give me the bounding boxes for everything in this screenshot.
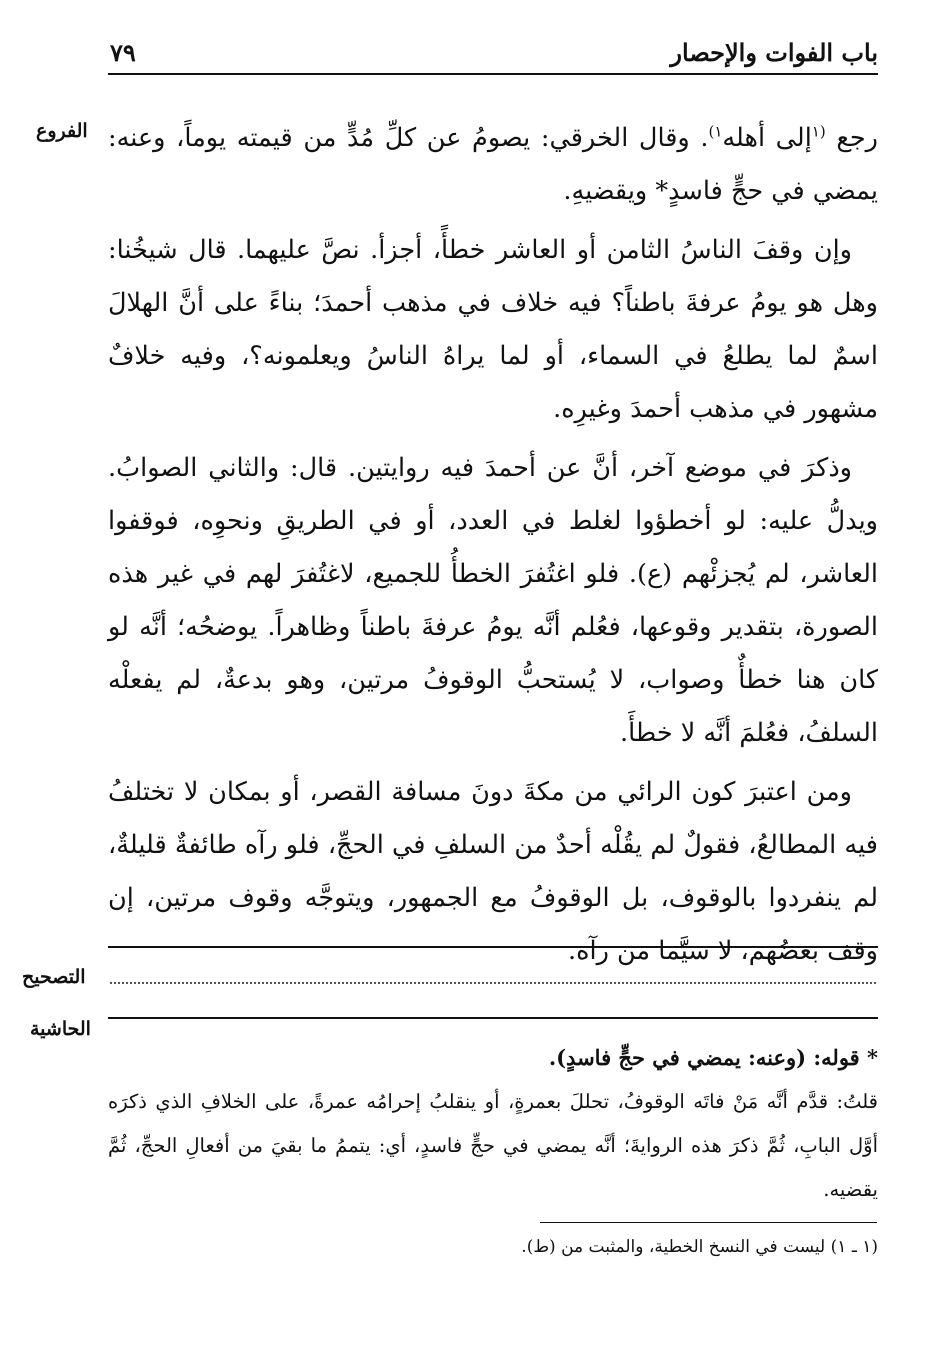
margin-label-furu: الفروع — [36, 120, 88, 142]
paragraph-4: ومن اعتبرَ كون الرائي من مكةَ دونَ مسافة القصر، أو بمكان لا تختلفُ فيه المطالعُ، فقولٌ لم يقُلْه أحدٌ من السلفِ في الحجِّ، فلو رآه طائفةٌ قليلةٌ، لم ينفردوا بالوقوف، بل الوقوفُ مع الجمهور، ويتوجَّه وقوف مرتين، إن وقف بعضُهم، لا سيَّما من رآه. — [108, 777, 878, 966]
paragraph-2: وإن وقفَ الناسُ الثامن أو العاشر خطأً، أجزأ. نصَّ عليهما. قال شيخُنا: وهل هو يومُ عرفةَ باطناً؟ فيه خلاف في مذهب أحمدَ؛ بناءً على أنَّ الهلالَ اسمٌ لما يطلعُ في السماء، أو لما يراهُ الناسُ ويعلمونه؟، وفيه خلافٌ مشهور في مذهب أحمدَ وغيرِه. — [108, 235, 878, 424]
paragraph-1-start: رجع — [825, 123, 878, 153]
inserted-phrase: إلى أهله — [722, 123, 812, 153]
main-text — [108, 112, 878, 984]
footnote-marker-close: ١) — [708, 122, 723, 141]
footnote-rule — [540, 1222, 877, 1223]
chapter-title: باب الفوات والإحصار — [670, 38, 878, 67]
paragraph-1-rest: . وقال الخرقي: يصومُ عن كلِّ مُدٍّ من قيمته يوماً، وعنه: يمضي في حجٍّ فاسدٍ* ويقضيهِ. — [108, 123, 878, 206]
paragraph-1 — [108, 112, 878, 218]
hashiya-section — [108, 1038, 878, 1212]
tashih-top-rule — [108, 946, 878, 948]
margin-label-hashiya: الحاشية — [30, 1018, 91, 1040]
running-head — [110, 38, 878, 72]
hashiya-body: قلتُ: قدَّم أنَّه مَنْ فاتَه الوقوفُ، تحللَ بعمرةٍ، أو ينقلبُ إحرامُه عمرةً، على الخلافِ الذي ذكرَه أوَّل البابِ، ثُمَّ ذكرَ هذه الروايةَ؛ أنَّه يمضي في حجٍّ فاسدٍ، أي: يتممُ ما بقيَ من أفعالِ الحجِّ، ثُمَّ يقضيه. — [108, 1090, 878, 1201]
footnote-marker-open: (١ — [811, 122, 826, 141]
tashih-dotted-line — [110, 982, 876, 984]
margin-label-tashih: التصحيح — [22, 966, 86, 988]
footnote: (١ ـ ١) ليست في النسخ الخطية، والمثبت من (ط). — [521, 1237, 878, 1257]
tashih-bottom-rule — [108, 1017, 878, 1019]
page-number: ٧٩ — [110, 38, 136, 67]
header-rule — [108, 73, 878, 75]
paragraph-3: وذكرَ في موضع آخر، أنَّ عن أحمدَ فيه روايتين. قال: والثاني الصوابُ. ويدلُّ عليه: لو أخطؤوا لغلط في العدد، أو في الطريقِ ونحوِه، فوقفوا العاشر، لم يُجزئْهم (ع). فلو اغتُفرَ الخطأُ للجميع، لاغتُفرَ لهم في غير هذه الصورة، بتقدير وقوعها، فعُلم أنَّه يومُ عرفةَ باطناً وظاهراً. يوضحُه؛ أنَّه لو كان هنا خطأٌ وصواب، لا يُستحبُّ الوقوفُ مرتين، وهو بدعةٌ، لم يفعلْه السلفُ، فعُلمَ أنَّه لا خطأَ. — [108, 453, 878, 748]
hashiya-heading: * قوله: (وعنه: يمضي في حجٍّ فاسدٍ). — [548, 1045, 878, 1070]
